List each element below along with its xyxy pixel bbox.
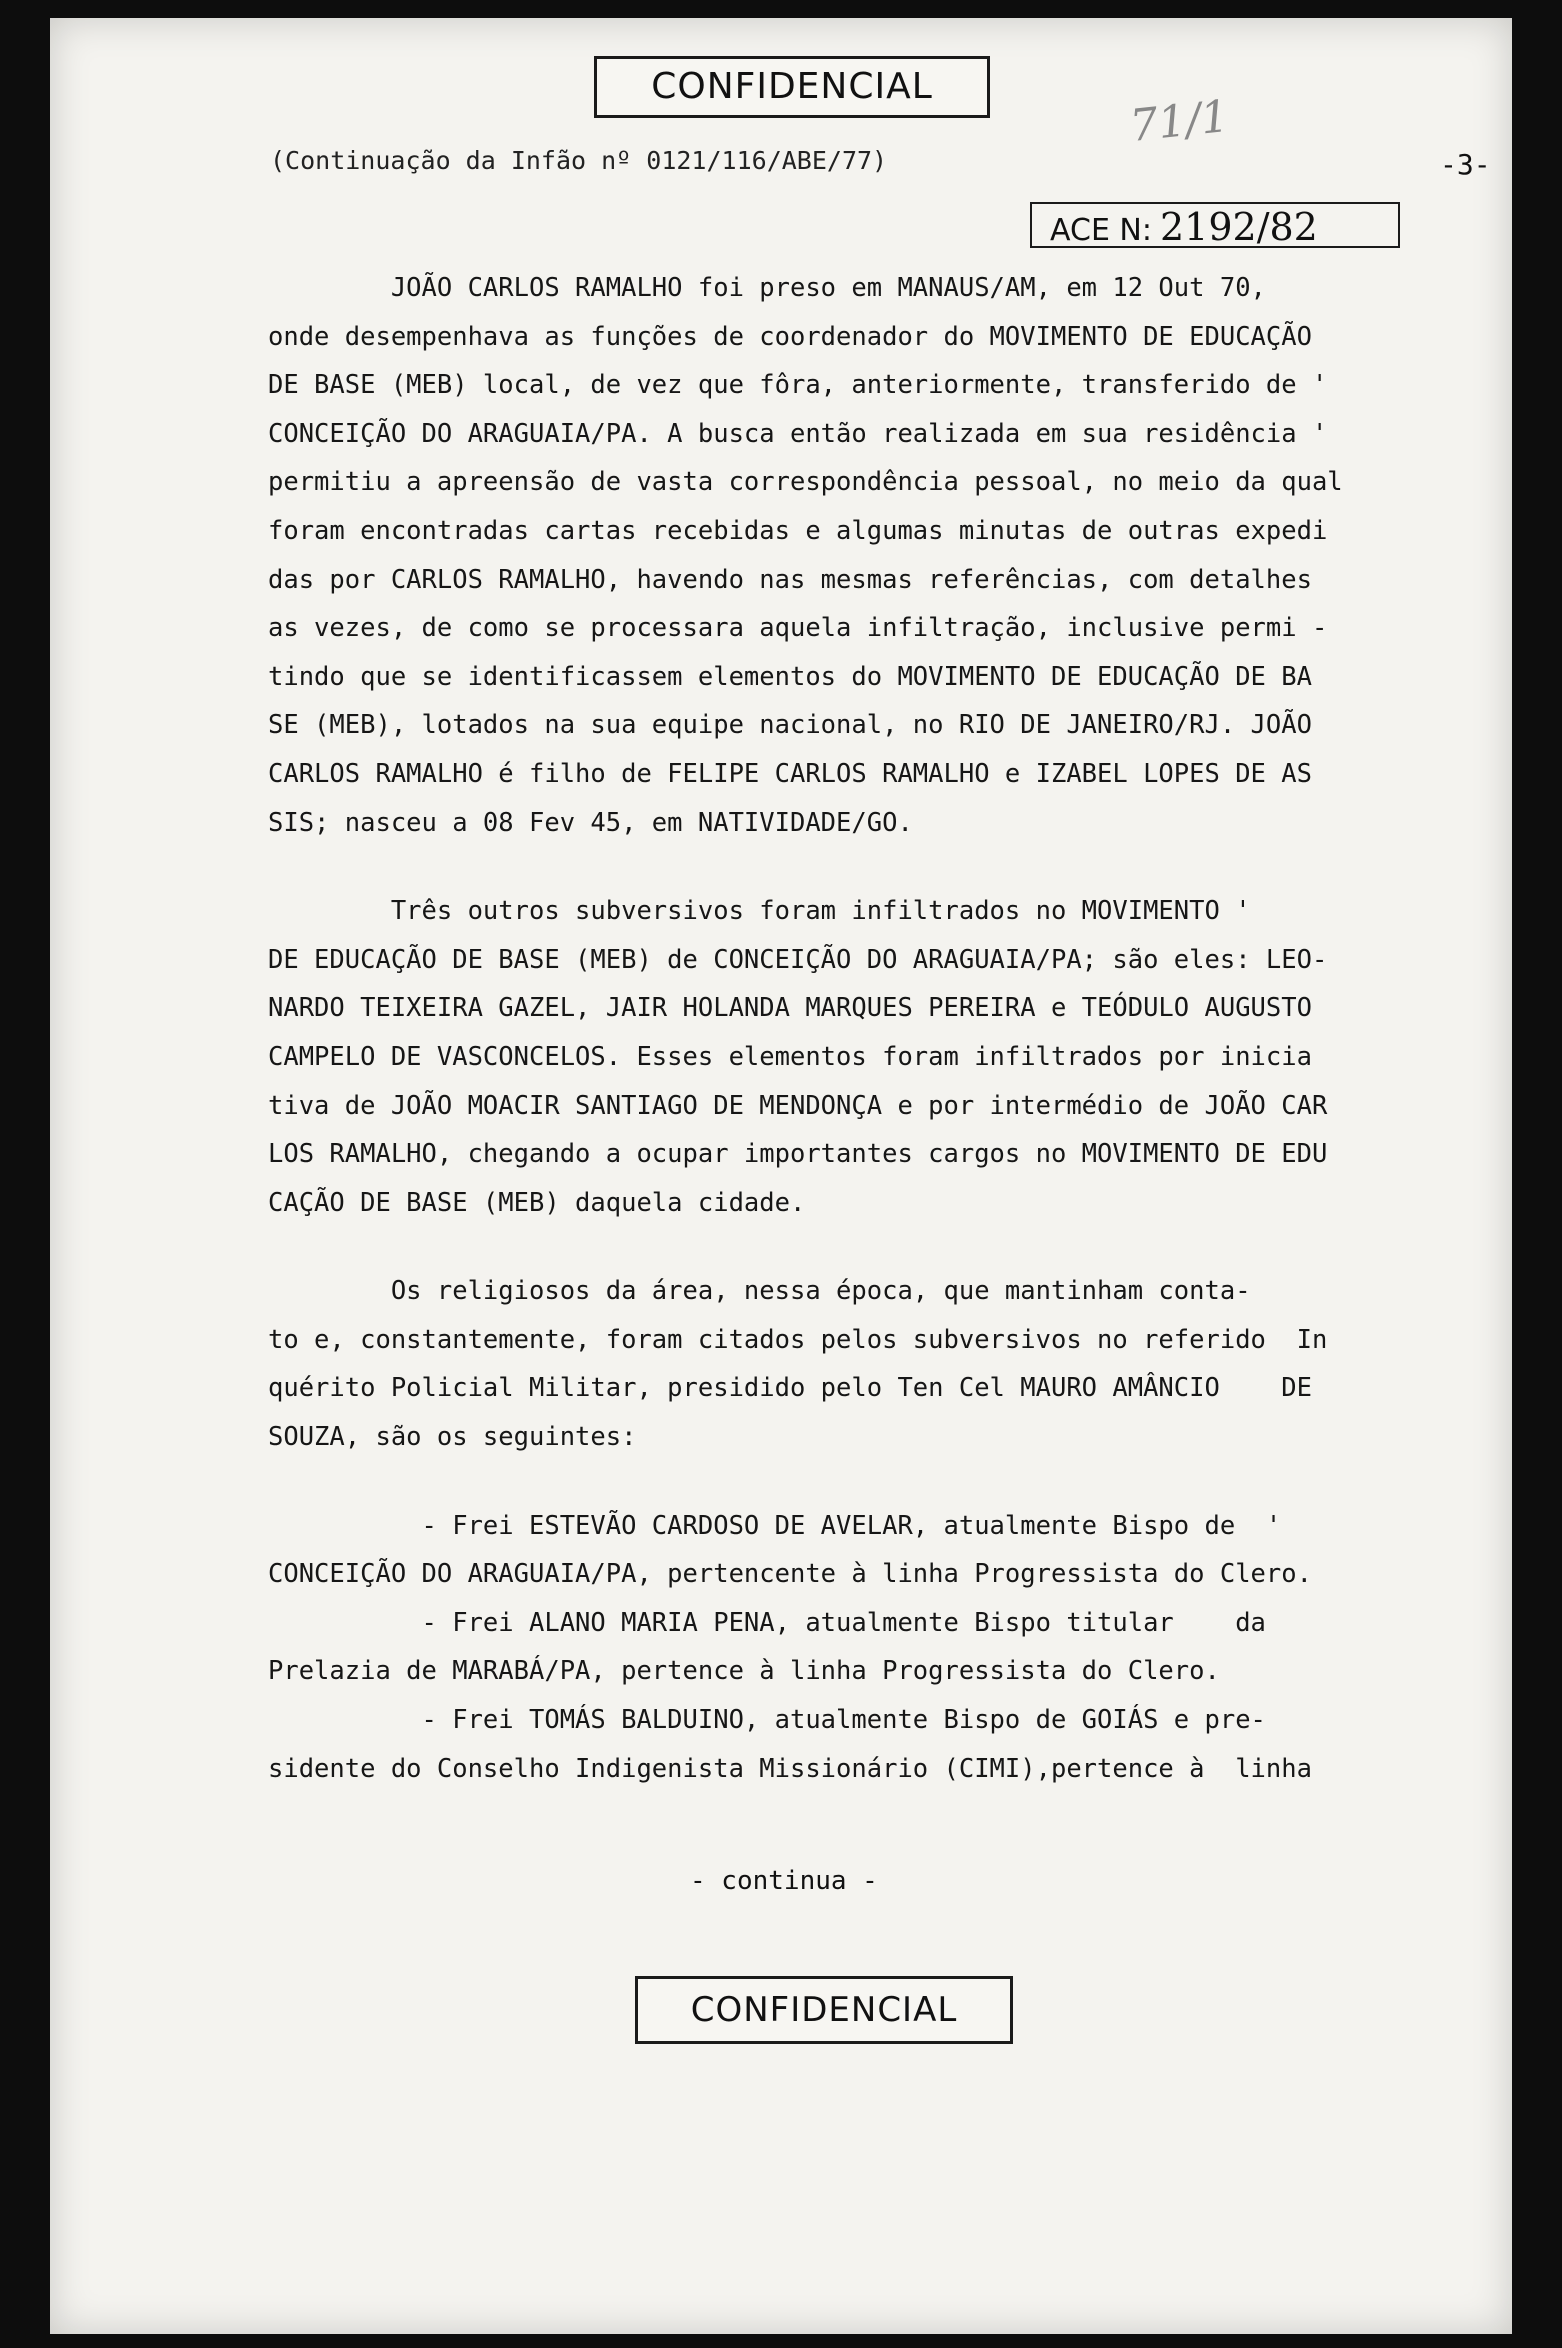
handwritten-annotation: 71/1 <box>1127 90 1232 153</box>
text-line: SE (MEB), lotados na sua equipe nacional, no RIO DE JANEIRO/RJ. JOÃO <box>268 710 1312 741</box>
text-line: sidente do Conselho Indigenista Missionário (CIMI),pertence à linha <box>268 1753 1312 1784</box>
paragraph-gap <box>268 847 1480 887</box>
document-page <box>50 18 1512 2334</box>
ace-label: ACE N: <box>1050 213 1152 248</box>
paragraph <box>268 264 1480 847</box>
text-line: foram encontradas cartas recebidas e algumas minutas de outras expedi <box>268 515 1328 546</box>
text-line: permitiu a apreensão de vasta correspondência pessoal, no meio da qual <box>268 467 1343 498</box>
document-body <box>268 264 1480 1793</box>
ace-number-stamp <box>1030 202 1400 248</box>
text-line: NARDO TEIXEIRA GAZEL, JAIR HOLANDA MARQUES PEREIRA e TEÓDULO AUGUSTO <box>268 993 1312 1024</box>
text-line: DE EDUCAÇÃO DE BASE (MEB) de CONCEIÇÃO DO ARAGUAIA/PA; são eles: LEO- <box>268 944 1328 975</box>
text-line: CONCEIÇÃO DO ARAGUAIA/PA. A busca então realizada em sua residência ' <box>268 418 1328 449</box>
text-line: SIS; nasceu a 08 Fev 45, em NATIVIDADE/GO. <box>268 807 913 838</box>
text-line: tindo que se identificassem elementos do MOVIMENTO DE EDUCAÇÃO DE BA <box>268 661 1312 692</box>
text-line: DE BASE (MEB) local, de vez que fôra, anteriormente, transferido de ' <box>268 370 1328 401</box>
paragraph <box>268 1502 1480 1794</box>
text-line: Prelazia de MARABÁ/PA, pertence à linha Progressista do Clero. <box>268 1656 1220 1687</box>
text-line: - Frei ESTEVÃO CARDOSO DE AVELAR, atualmente Bispo de ' <box>268 1510 1282 1541</box>
paragraph-gap <box>268 1227 1480 1267</box>
text-line: CARLOS RAMALHO é filho de FELIPE CARLOS RAMALHO e IZABEL LOPES DE AS <box>268 758 1312 789</box>
text-line: onde desempenhava as funções de coordenador do MOVIMENTO DE EDUCAÇÃO <box>268 321 1312 352</box>
text-line: JOÃO CARLOS RAMALHO foi preso em MANAUS/AM, em 12 Out 70, <box>268 273 1266 303</box>
text-line: Três outros subversivos foram infiltrados no MOVIMENTO ' <box>268 896 1251 927</box>
paragraph <box>268 1267 1480 1461</box>
text-line: Os religiosos da área, nessa época, que mantinham conta- <box>268 1276 1251 1307</box>
text-line: SOUZA, são os seguintes: <box>268 1422 637 1453</box>
text-line: to e, constantemente, foram citados pelos subversivos no referido In <box>268 1324 1328 1355</box>
text-line: - Frei TOMÁS BALDUINO, atualmente Bispo de GOIÁS e pre- <box>268 1705 1266 1736</box>
ace-number: 2192/82 <box>1159 205 1318 249</box>
page-number: -3- <box>1440 148 1491 181</box>
text-line: as vezes, de como se processara aquela infiltração, inclusive permi - <box>268 613 1328 644</box>
continua-note: - continua - <box>690 1866 878 1896</box>
paragraph-gap <box>268 1462 1480 1502</box>
text-line: LOS RAMALHO, chegando a ocupar importantes cargos no MOVIMENTO DE EDU <box>268 1139 1328 1170</box>
text-line: tiva de JOÃO MOACIR SANTIAGO DE MENDONÇA e por intermédio de JOÃO CAR <box>268 1090 1328 1121</box>
text-line: - Frei ALANO MARIA PENA, atualmente Bispo titular da <box>268 1607 1266 1638</box>
text-line: quérito Policial Militar, presidido pelo Ten Cel MAURO AMÂNCIO DE <box>268 1373 1312 1404</box>
confidential-stamp-bottom: CONFIDENCIAL <box>635 1976 1013 2044</box>
continuation-header: (Continuação da Infão nº 0121/116/ABE/77) <box>270 146 888 175</box>
text-line: das por CARLOS RAMALHO, havendo nas mesmas referências, com detalhes <box>268 564 1312 595</box>
confidential-stamp-top: CONFIDENCIAL <box>594 56 990 118</box>
text-line: CAÇÃO DE BASE (MEB) daquela cidade. <box>268 1187 806 1218</box>
text-line: CAMPELO DE VASCONCELOS. Esses elementos foram infiltrados por inicia <box>268 1041 1312 1072</box>
text-line: CONCEIÇÃO DO ARAGUAIA/PA, pertencente à linha Progressista do Clero. <box>268 1559 1312 1590</box>
paragraph <box>268 887 1480 1227</box>
